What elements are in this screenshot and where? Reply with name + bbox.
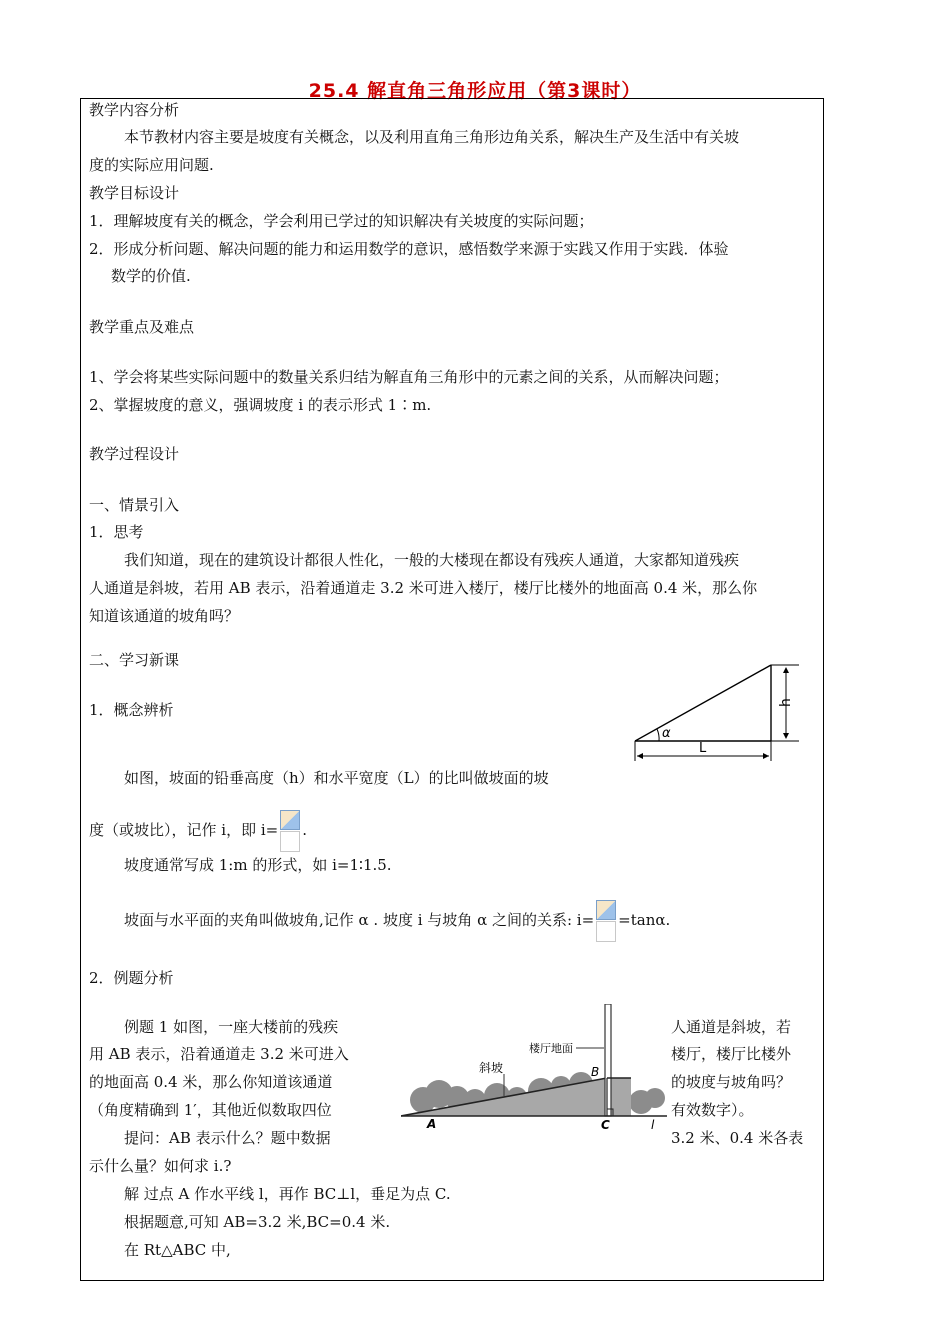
example-text-right: 楼厅，楼厅比楼外 [671, 1045, 792, 1063]
example-text-left: 提问：AB 表示什么？题中数据 [124, 1129, 331, 1147]
think-paragraph: 知道该通道的坡角吗？ [89, 607, 240, 625]
example-text-left: 用 AB 表示，沿着通道走 3.2 米可进入 [89, 1045, 349, 1063]
new-lesson-heading: 二、学习新课 [89, 651, 180, 669]
concept-relation: 坡面与水平面的夹角叫做坡角,记作 α . 坡度 i 与坡角 α 之间的关系: i= =tanα. [124, 900, 670, 942]
label-h: h [778, 698, 794, 707]
label-L: L [699, 741, 707, 756]
example-text-right: 人通道是斜坡，若 [671, 1018, 792, 1036]
l-arrow-right [763, 753, 769, 759]
label-alpha: α [662, 726, 671, 741]
angle-arc [657, 729, 659, 741]
concept-paragraph: 如图，坡面的铅垂高度（h）和水平宽度（L）的比叫做坡面的坡 [124, 769, 549, 787]
example-text-left: 示什么量？如何求 i.? [89, 1157, 232, 1175]
label-A: A [427, 1117, 437, 1131]
key-item: 2、掌握坡度的意义，强调坡度 i 的表示形式 1∶m. [89, 396, 432, 414]
content-paragraph: 本节教材内容主要是坡度有关概念，以及利用直角三角形边角关系，解决生产及生活中有关坡 [124, 128, 740, 146]
intro-heading: 一、情景引入 [89, 496, 180, 514]
solution-line: 解 过点 A 作水平线 l，再作 BC⊥l，垂足为点 C. [124, 1185, 451, 1203]
think-paragraph: 人通道是斜坡，若用 AB 表示，沿着通道走 3.2 米可进入楼厅，楼厅比楼外的地面高 0.4 米，那么你 [89, 579, 758, 597]
label-B: B [591, 1065, 600, 1079]
goal-item-cont: 数学的价值. [111, 267, 191, 285]
goal-item: 1．理解坡度有关的概念，学会利用已学过的知识解决有关坡度的实际问题； [89, 212, 594, 230]
think-heading: 1．思考 [89, 523, 144, 541]
think-paragraph: 我们知道，现在的建筑设计都很人性化，一般的大楼现在都设有残疾人通道，大家都知道残疾 [124, 551, 740, 569]
page-title: 25.4 解直角三角形应用（第3课时） [308, 80, 642, 102]
building-column [605, 1004, 611, 1116]
l-arrow-left [637, 753, 643, 759]
example-heading: 2．例题分析 [89, 969, 174, 987]
label-l: l [651, 1118, 655, 1132]
solution-line: 在 Rt△ABC 中, [124, 1241, 231, 1259]
concept-heading: 1．概念辨析 [89, 701, 174, 719]
h-arrow-bottom [783, 733, 789, 739]
content-paragraph-cont: 度的实际应用问题. [89, 156, 214, 174]
process-heading: 教学过程设计 [89, 445, 180, 463]
label-slope: 斜坡 [479, 1061, 504, 1075]
ramp-illustration [401, 1004, 667, 1132]
solution-line: 根据题意,可知 AB=3.2 米,BC=0.4 米. [124, 1213, 391, 1231]
example-text-left: 例题 1 如图，一座大楼前的残疾 [124, 1018, 339, 1036]
example-text-right: 有效数字）。 [671, 1101, 754, 1119]
goals-heading: 教学目标设计 [89, 184, 180, 202]
key-item: 1、学会将某些实际问题中的数量关系归结为解直角三角形中的元素之间的关系，从而解决问题； [89, 368, 729, 386]
h-arrow-top [783, 667, 789, 673]
fraction-h-over-L [596, 900, 616, 942]
slope-line [635, 665, 771, 741]
slope-ratio-diagram [629, 656, 807, 771]
concept-definition: 度（或坡比），记作 i，即 i= . [89, 810, 307, 852]
example-text-right: 3.2 米、0.4 米各表 [671, 1129, 804, 1147]
content-heading: 教学内容分析 [89, 101, 180, 119]
goal-item: 2．形成分析问题、解决问题的能力和运用数学的意识，感悟数学来源于实践又作用于实践．体验 [89, 240, 729, 258]
example-text-left: 的地面高 0.4 米，那么你知道该通道 [89, 1073, 333, 1091]
label-hall-floor: 楼厅地面 [529, 1042, 573, 1055]
lesson-table [80, 98, 824, 1281]
example-text-right: 的坡度与坡角吗？ [671, 1073, 792, 1091]
label-C: C [601, 1118, 610, 1132]
concept-paragraph: 坡度通常写成 1:m 的形式，如 i=1∶1.5. [124, 856, 392, 874]
key-heading: 教学重点及难点 [89, 318, 195, 336]
fraction-h-over-L [280, 810, 300, 852]
example-text-left: （角度精确到 1′，其他近似数取四位 [89, 1101, 332, 1119]
